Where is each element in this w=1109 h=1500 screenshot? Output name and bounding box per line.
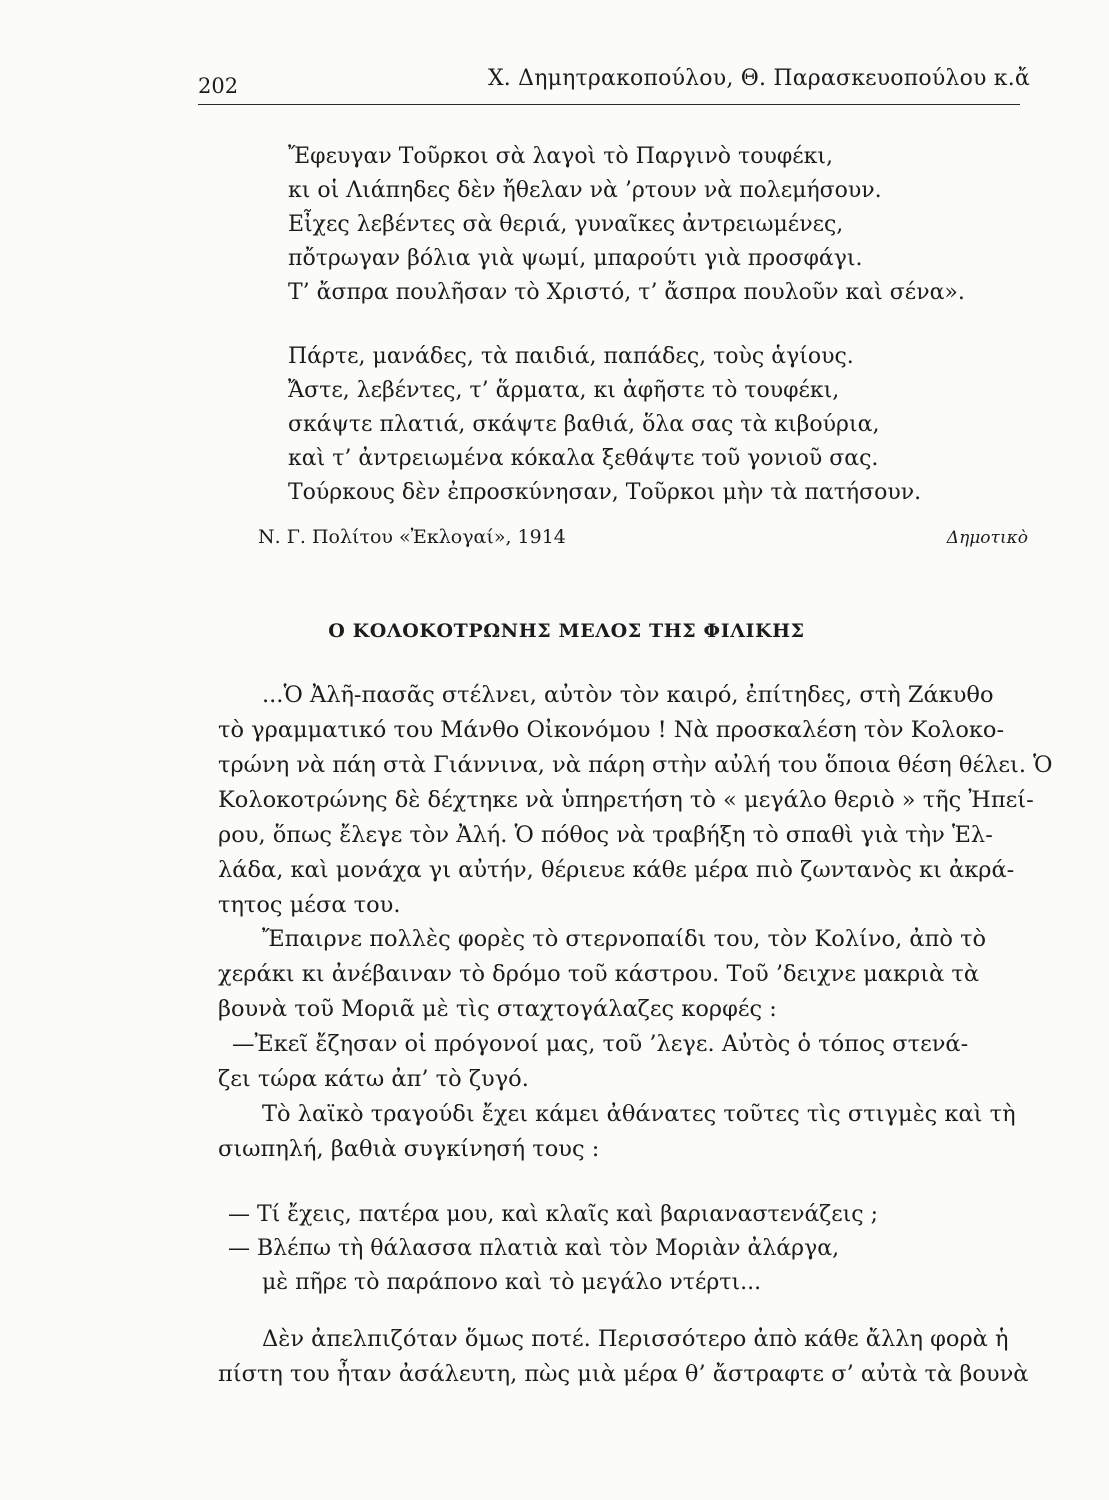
poem-line: Τ’ ἄσπρα πουλῆσαν τὸ Χριστό, τ’ ἄσπρα πουλοῦν καὶ σένα».	[288, 280, 965, 305]
text-line: ρου, ὅπως ἔλεγε τὸν Ἀλή. Ὁ πόθος νὰ τραβήξη τὸ σπαθὶ γιὰ τὴν Ἑλ-	[218, 822, 993, 848]
paragraph-1	[218, 678, 1053, 923]
folk-song-dialogue	[228, 1198, 1028, 1300]
text-line: ...Ὁ Ἀλῆ-πασᾶς στέλνει, αὐτὸν τὸν καιρό, ἐπίτηδες, στὴ Ζάκυθο	[262, 682, 994, 708]
page-number: 202	[198, 74, 239, 98]
poem-citation	[258, 524, 1028, 554]
text-line: Ἔπαιρνε πολλὲς φορὲς τὸ στερνοπαίδι του, τὸν Κολίνο, ἀπὸ τὸ	[262, 926, 987, 952]
poem-line: πὄτρωγαν βόλια γιὰ ψωμί, μπαρούτι γιὰ προσφάγι.	[288, 246, 863, 271]
poem-stanza-1	[288, 140, 1008, 310]
poem-line: σκάψτε πλατιά, σκάψτε βαθιά, ὅλα σας τὰ κιβούρια,	[288, 412, 880, 437]
dialogue-line: μὲ πῆρε τὸ παράπονο καὶ τὸ μεγάλο ντέρτι...	[262, 1270, 762, 1295]
text-line: πίστη του ἦταν ἀσάλευτη, πὼς μιὰ μέρα θ’ ἄστραφτε σ’ αὐτὰ τὰ βουνὰ	[218, 1361, 1029, 1387]
poem-line: κι οἱ Λιάπηδες δὲν ἤθελαν νὰ ’ρτουν νὰ πολεμήσουν.	[288, 178, 882, 203]
text-line: Τὸ λαϊκὸ τραγούδι ἔχει κάμει ἀθάνατες τοῦτες τὶς στιγμὲς καὶ τὴ	[262, 1101, 1016, 1127]
dialogue-line: — Τί ἔχεις, πατέρα μου, καὶ κλαῖς καὶ βαριαναστενάζεις ;	[228, 1202, 878, 1227]
poem-line: Τούρκους δὲν ἐπροσκύνησαν, Τοῦρκοι μὴν τὰ πατήσουν.	[288, 480, 922, 505]
text-line: βουνὰ τοῦ Μοριᾶ μὲ τὶς σταχτογάλαζες κορφές :	[218, 996, 777, 1022]
running-title: Χ. Δημητρακοπούλου, Θ. Παρασκευοπούλου κ.ἄ	[487, 66, 1030, 91]
poem-line: Εἶχες λεβέντες σὰ θεριά, γυναῖκες ἀντρειωμένες,	[288, 212, 844, 237]
text-line: Κολοκοτρώνης δὲ δέχτηκε νὰ ὑπηρετήση τὸ « μεγάλο θεριὸ » τῆς Ἠπεί-	[218, 787, 1034, 813]
citation-source: Ν. Γ. Πολίτου «Ἐκλογαί», 1914	[258, 526, 566, 548]
text-line: λάδα, καὶ μονάχα γι αὐτήν, θέριευε κάθε μέρα πιὸ ζωντανὸς κι ἀκρά-	[218, 857, 1015, 883]
text-line: τητος μέσα του.	[218, 892, 401, 918]
text-line: —Ἐκεῖ ἔζησαν οἱ πρόγονοί μας, τοῦ ’λεγε. Αὐτὸς ὁ τόπος στενά-	[232, 1031, 969, 1057]
poem-line: καὶ τ’ ἀντρειωμένα κόκαλα ξεθάψτε τοῦ γονιοῦ σας.	[288, 446, 879, 471]
section-heading: Ο ΚΟΛΟΚΟΤΡΩΝΗΣ ΜΕΛΟΣ ΤΗΣ ΦΙΛΙΚΗΣ	[328, 620, 805, 642]
citation-genre: Δημοτικὸ	[946, 528, 1028, 548]
paragraph-3	[218, 1097, 1030, 1167]
text-line: τρώνη νὰ πάη στὰ Γιάννινα, νὰ πάρη στὴν αὐλή του ὅποια θέση θέλει. Ὁ	[218, 752, 1053, 778]
text-line: τὸ γραμματικό του Μάνθο Οἰκονόμου ! Νὰ προσκαλέση τὸν Κολοκο-	[218, 717, 1005, 743]
header-rule	[198, 104, 1020, 105]
running-head	[198, 66, 1030, 102]
text-line: χεράκι κι ἀνέβαιναν τὸ δρόμο τοῦ κάστρου. Τοῦ ’δειχνε μακριὰ τὰ	[218, 961, 980, 987]
poem-line: Ἔφευγαν Τοῦρκοι σὰ λαγοὶ τὸ Παργινὸ τουφέκι,	[288, 144, 833, 169]
text-line: Δὲν ἀπελπιζόταν ὅμως ποτέ. Περισσότερο ἀπὸ κάθε ἄλλη φορὰ ἡ	[262, 1326, 1009, 1352]
dialogue-line: — Βλέπω τὴ θάλασσα πλατιὰ καὶ τὸν Μοριὰν ἀλάργα,	[228, 1236, 840, 1261]
poem-stanza-2	[288, 340, 1008, 510]
poem-line: Ἄστε, λεβέντες, τ’ ἅρματα, κι ἀφῆστε τὸ τουφέκι,	[288, 378, 840, 403]
poem-line: Πάρτε, μανάδες, τὰ παιδιά, παπάδες, τοὺς ἁγίους.	[288, 344, 854, 369]
text-line: ζει τώρα κάτω ἀπ’ τὸ ζυγό.	[218, 1066, 529, 1092]
text-line: σιωπηλή, βαθιὰ συγκίνησή τους :	[218, 1136, 600, 1162]
paragraph-2	[218, 922, 1030, 1097]
paragraph-4	[218, 1322, 1030, 1392]
